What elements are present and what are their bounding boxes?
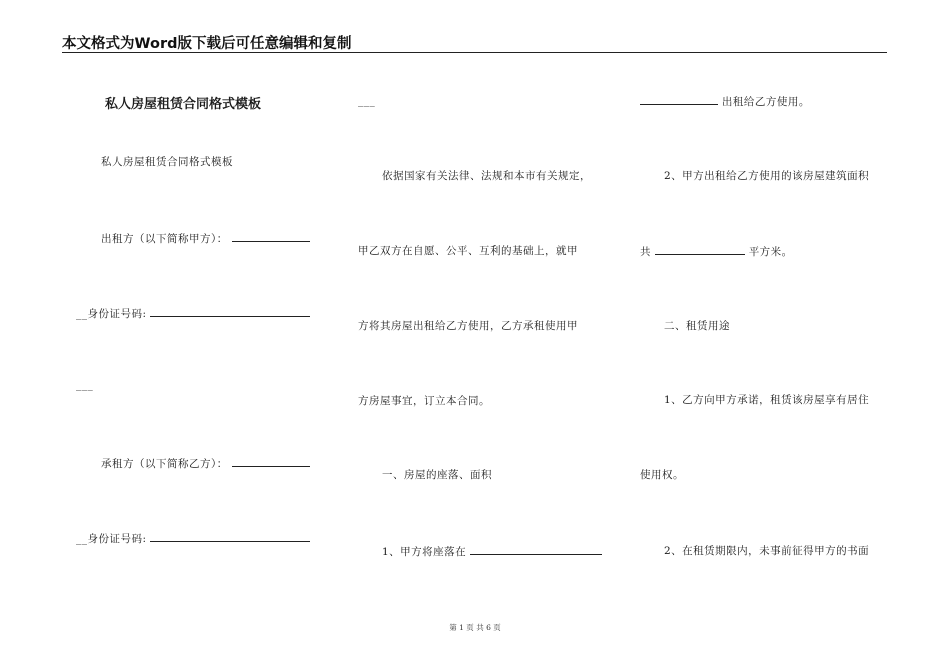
- subtitle: 私人房屋租赁合同格式模板: [101, 156, 233, 168]
- location-blank-cont: [640, 93, 718, 105]
- clause-1-1-label: 1、甲方将座落在: [382, 546, 467, 558]
- lessee-blank: [232, 455, 310, 467]
- clause-1-1-cont: [640, 93, 810, 109]
- section-heading-2: 二、租赁用途: [664, 320, 730, 332]
- area-prefix: 共: [640, 246, 651, 258]
- section-heading-1: 一、房屋的座落、面积: [382, 469, 492, 481]
- paragraph-line-1: 依据国家有关法律、法规和本市有关规定，: [382, 170, 591, 182]
- separator-dash: ___: [76, 379, 94, 391]
- lessor-id-blank: [150, 305, 310, 317]
- lessor-blank: [232, 230, 310, 242]
- clause-1-1: [382, 543, 602, 559]
- lessor-line: [101, 230, 310, 246]
- paragraph-line-3: 方将其房屋出租给乙方使用，乙方承租使用甲: [358, 320, 578, 332]
- area-line: [640, 243, 793, 259]
- paragraph-line-4: 方房屋事宜，订立本合同。: [358, 395, 490, 407]
- document-header: 本文格式为Word版下载后可任意编辑和复制: [62, 36, 352, 52]
- lessee-id-label: __身份证号码:: [76, 533, 147, 545]
- clause-1-2: 2、甲方出租给乙方使用的该房屋建筑面积: [664, 170, 870, 182]
- clause-2-1-cont: 使用权。: [640, 469, 684, 481]
- lessor-label: 出租方（以下简称甲方）：: [101, 233, 228, 245]
- area-suffix: 平方米。: [748, 246, 793, 258]
- page-number: 第 1 页 共 6 页: [449, 623, 501, 632]
- lessee-id-line: [76, 530, 310, 546]
- lessee-id-blank: [150, 530, 310, 542]
- lessee-line: [101, 455, 310, 471]
- lessee-label: 承租方（以下简称乙方）：: [101, 458, 228, 470]
- lessor-id-label: __身份证号码:: [76, 308, 147, 320]
- top-dash: ___: [358, 95, 376, 107]
- clause-2-1: 1、乙方向甲方承诺，租赁该房屋享有居住: [664, 394, 870, 406]
- clause-2-2: 2、在租赁期限内，未事前征得甲方的书面: [664, 545, 870, 557]
- paragraph-line-2: 甲乙双方在自愿、公平、互利的基础上，就甲: [358, 245, 578, 257]
- location-blank: [470, 543, 602, 555]
- document-title: 私人房屋租赁合同格式模板: [105, 97, 262, 112]
- clause-1-1-suffix: 出租给乙方使用。: [721, 96, 810, 108]
- area-blank: [655, 243, 745, 255]
- lessor-id-line: [76, 305, 310, 321]
- header-rule: [62, 52, 887, 53]
